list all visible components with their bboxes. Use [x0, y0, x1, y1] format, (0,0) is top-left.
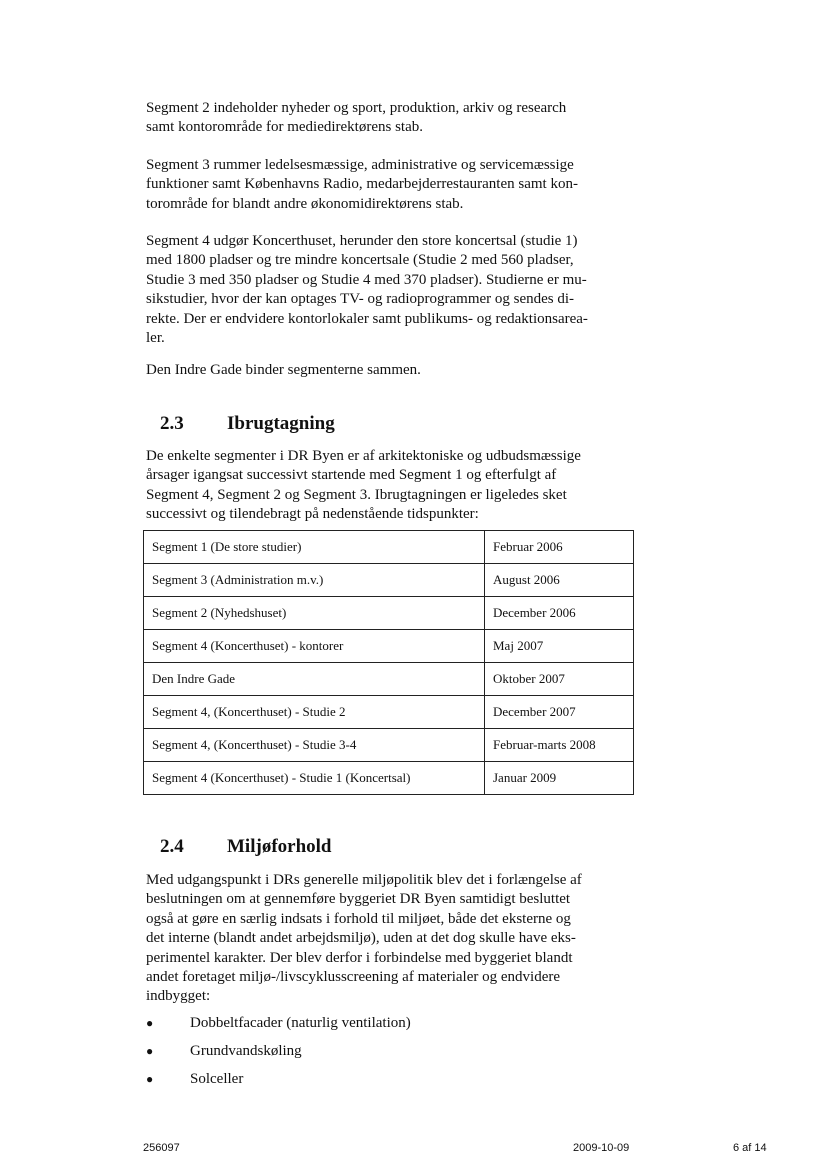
bullet-marker: ● [146, 1016, 154, 1030]
footer-doc-number: 256097 [143, 1142, 180, 1154]
paragraph-segment-3: Segment 3 rummer ledelsesmæssige, administrative og servicemæssige funktioner samt Københavns Radio, medarbejderrestauranten samt kon- torområde for blandt andre økonomidirektørens stab. [146, 157, 578, 212]
bullet-marker: ● [146, 1072, 154, 1086]
segment-cell: Segment 3 (Administration m.v.) [144, 564, 485, 597]
schedule-table [143, 530, 634, 795]
date-cell: December 2006 [485, 597, 634, 630]
date-cell: August 2006 [485, 564, 634, 597]
footer-page-number: 6 af 14 [733, 1142, 767, 1154]
date-cell: Februar 2006 [485, 531, 634, 564]
heading-title: Miljøforhold [227, 836, 332, 857]
paragraph-ibrugtagning: De enkelte segmenter i DR Byen er af arkitektoniske og udbudsmæssige årsager igangsat successivt startende med Segment 1 og efterfulgt af Segment 4, Segment 2 og Segment 3. Ibrugtagningen er ligeledes sket successivt og tilendebragt på nedenstående tidspunkter: [146, 448, 581, 523]
heading-2-4 [160, 836, 332, 858]
list-item: ● Dobbeltfacader (naturlig ventilation) [146, 1015, 411, 1031]
heading-number: 2.4 [160, 836, 184, 857]
segment-cell: Segment 1 (De store studier) [144, 531, 485, 564]
date-cell: Januar 2009 [485, 762, 634, 795]
segment-cell: Segment 2 (Nyhedshuset) [144, 597, 485, 630]
bullet-marker: ● [146, 1044, 154, 1058]
footer-date: 2009-10-09 [573, 1142, 630, 1154]
paragraph-indre-gade: Den Indre Gade binder segmenterne sammen. [146, 362, 421, 378]
table-row [144, 630, 634, 663]
table-row [144, 531, 634, 564]
bullet-list [146, 1014, 411, 1098]
segment-cell: Segment 4 (Koncerthuset) - kontorer [144, 630, 485, 663]
heading-title: Ibrugtagning [227, 413, 335, 434]
heading-2-3 [160, 413, 335, 435]
list-item: ● Solceller [146, 1071, 244, 1087]
table-row [144, 696, 634, 729]
table-row [144, 663, 634, 696]
date-cell: Oktober 2007 [485, 663, 634, 696]
table-row [144, 564, 634, 597]
date-cell: Maj 2007 [485, 630, 634, 663]
segment-cell: Segment 4 (Koncerthuset) - Studie 1 (Koncertsal) [144, 762, 485, 795]
table-row [144, 729, 634, 762]
list-item: ● Grundvandskøling [146, 1043, 302, 1059]
paragraph-segment-4: Segment 4 udgør Koncerthuset, herunder den store koncertsal (studie 1) med 1800 pladser og tre mindre koncertsale (Studie 2 med 560 pladser, Studie 3 med 350 pladser og Studie 4 med 370 pladser). Studierne er mu- sikstudier, hvor der kan optages TV- og radioprogrammer og sendes di- rekte. Der er endvidere kontorlokaler samt publikums- og redaktionsarea- ler. [146, 233, 588, 347]
date-cell: Februar-marts 2008 [485, 729, 634, 762]
heading-number: 2.3 [160, 413, 184, 434]
paragraph-miljoeforhold: Med udgangspunkt i DRs generelle miljøpolitik blev det i forlængelse af beslutningen om at gennemføre byggeriet DR Byen samtidigt besluttet også at gøre en særlig indsats i forhold til miljøet, både det eksterne og det interne (blandt andet arbejdsmiljø), uden at det dog skulle have eks- perimentel karakter. Der blev derfor i forbindelse med byggeriet blandt andet foretaget miljø-/livscyklusscreening af materialer og endvidere indbygget: [146, 872, 582, 1005]
table-row [144, 762, 634, 795]
date-cell: December 2007 [485, 696, 634, 729]
segment-cell: Segment 4, (Koncerthuset) - Studie 2 [144, 696, 485, 729]
segment-cell: Den Indre Gade [144, 663, 485, 696]
segment-cell: Segment 4, (Koncerthuset) - Studie 3-4 [144, 729, 485, 762]
paragraph-segment-2: Segment 2 indeholder nyheder og sport, produktion, arkiv og research samt kontorområde for mediedirektørens stab. [146, 100, 567, 136]
table-row [144, 597, 634, 630]
